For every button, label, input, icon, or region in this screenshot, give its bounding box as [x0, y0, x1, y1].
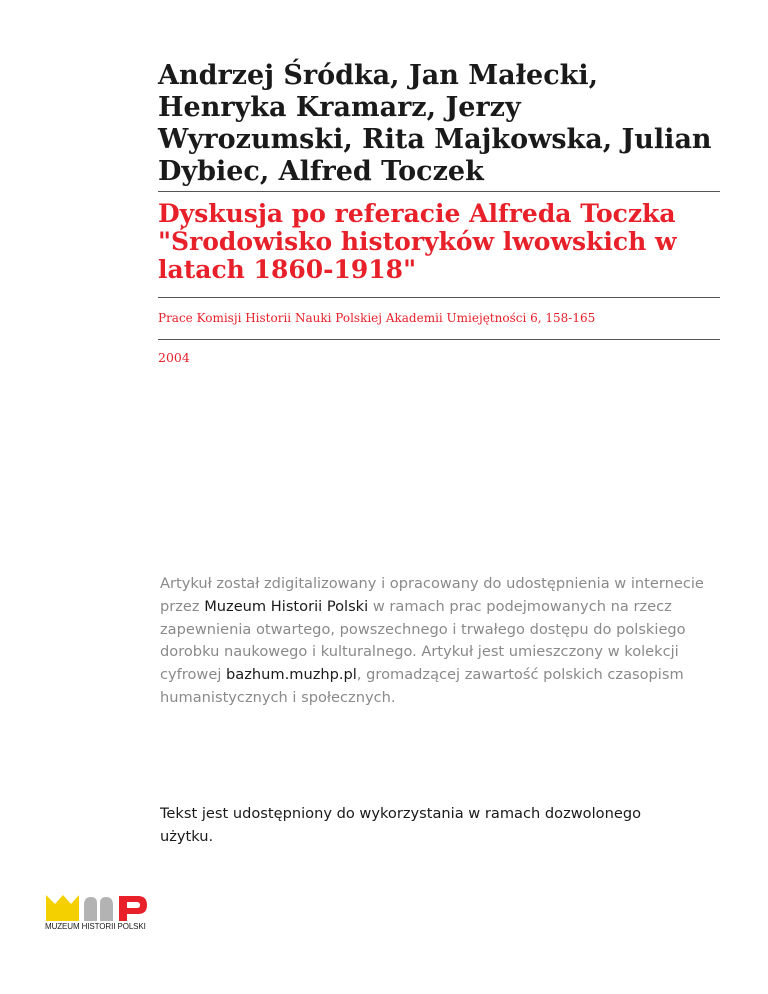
source-citation: Prace Komisji Historii Nauki Polskiej Akademii Umiejętności 6, 158-165: [158, 311, 596, 325]
authors-heading: Andrzej Śródka, Jan Małecki, Henryka Kramarz, Jerzy Wyrozumski, Rita Majkowska, Julian Dybiec, Alfred Toczek: [158, 60, 712, 187]
notice-text-2: w ramach prac podejmowanych na rzecz zapewnienia otwartego, powszechnego i trwałego dostępu do polskiego dorobku naukowego i kulturalnego. Artykuł jest umieszczony w kolekcji cyfrowej: [160, 597, 686, 684]
logo-gray-shape-2: [100, 897, 113, 921]
divider-middle: [158, 297, 720, 298]
museum-logo-icon: [45, 893, 170, 923]
logo-gray-shape-1: [84, 897, 97, 921]
logo-caption: MUZEUM HISTORII POLSKI: [45, 922, 146, 931]
publication-year: 2004: [158, 350, 190, 365]
logo-red-shape: [119, 896, 147, 921]
museum-name-link[interactable]: Muzeum Historii Polski: [204, 597, 369, 615]
divider-top: [158, 191, 720, 192]
bazhum-link[interactable]: bazhum.muzhp.pl: [226, 666, 357, 684]
logo-yellow-shape: [46, 895, 79, 921]
museum-logo: [45, 893, 170, 935]
license-notice: Tekst jest udostępniony do wykorzystania w ramach dozwolonego użytku.: [160, 805, 642, 845]
notice-text-1: Artykuł został zdigitalizowany i opracowany do udostępnienia w internecie przez: [160, 575, 704, 615]
digitization-notice: [160, 573, 720, 710]
notice-text-3: , gromadzącej zawartość polskich czasopism humanistycznych i społecznych.: [160, 666, 684, 706]
divider-bottom: [158, 339, 720, 340]
article-title: Dyskusja po referacie Alfreda Toczka "Środowisko historyków lwowskich w latach 1860-1918": [158, 199, 677, 284]
